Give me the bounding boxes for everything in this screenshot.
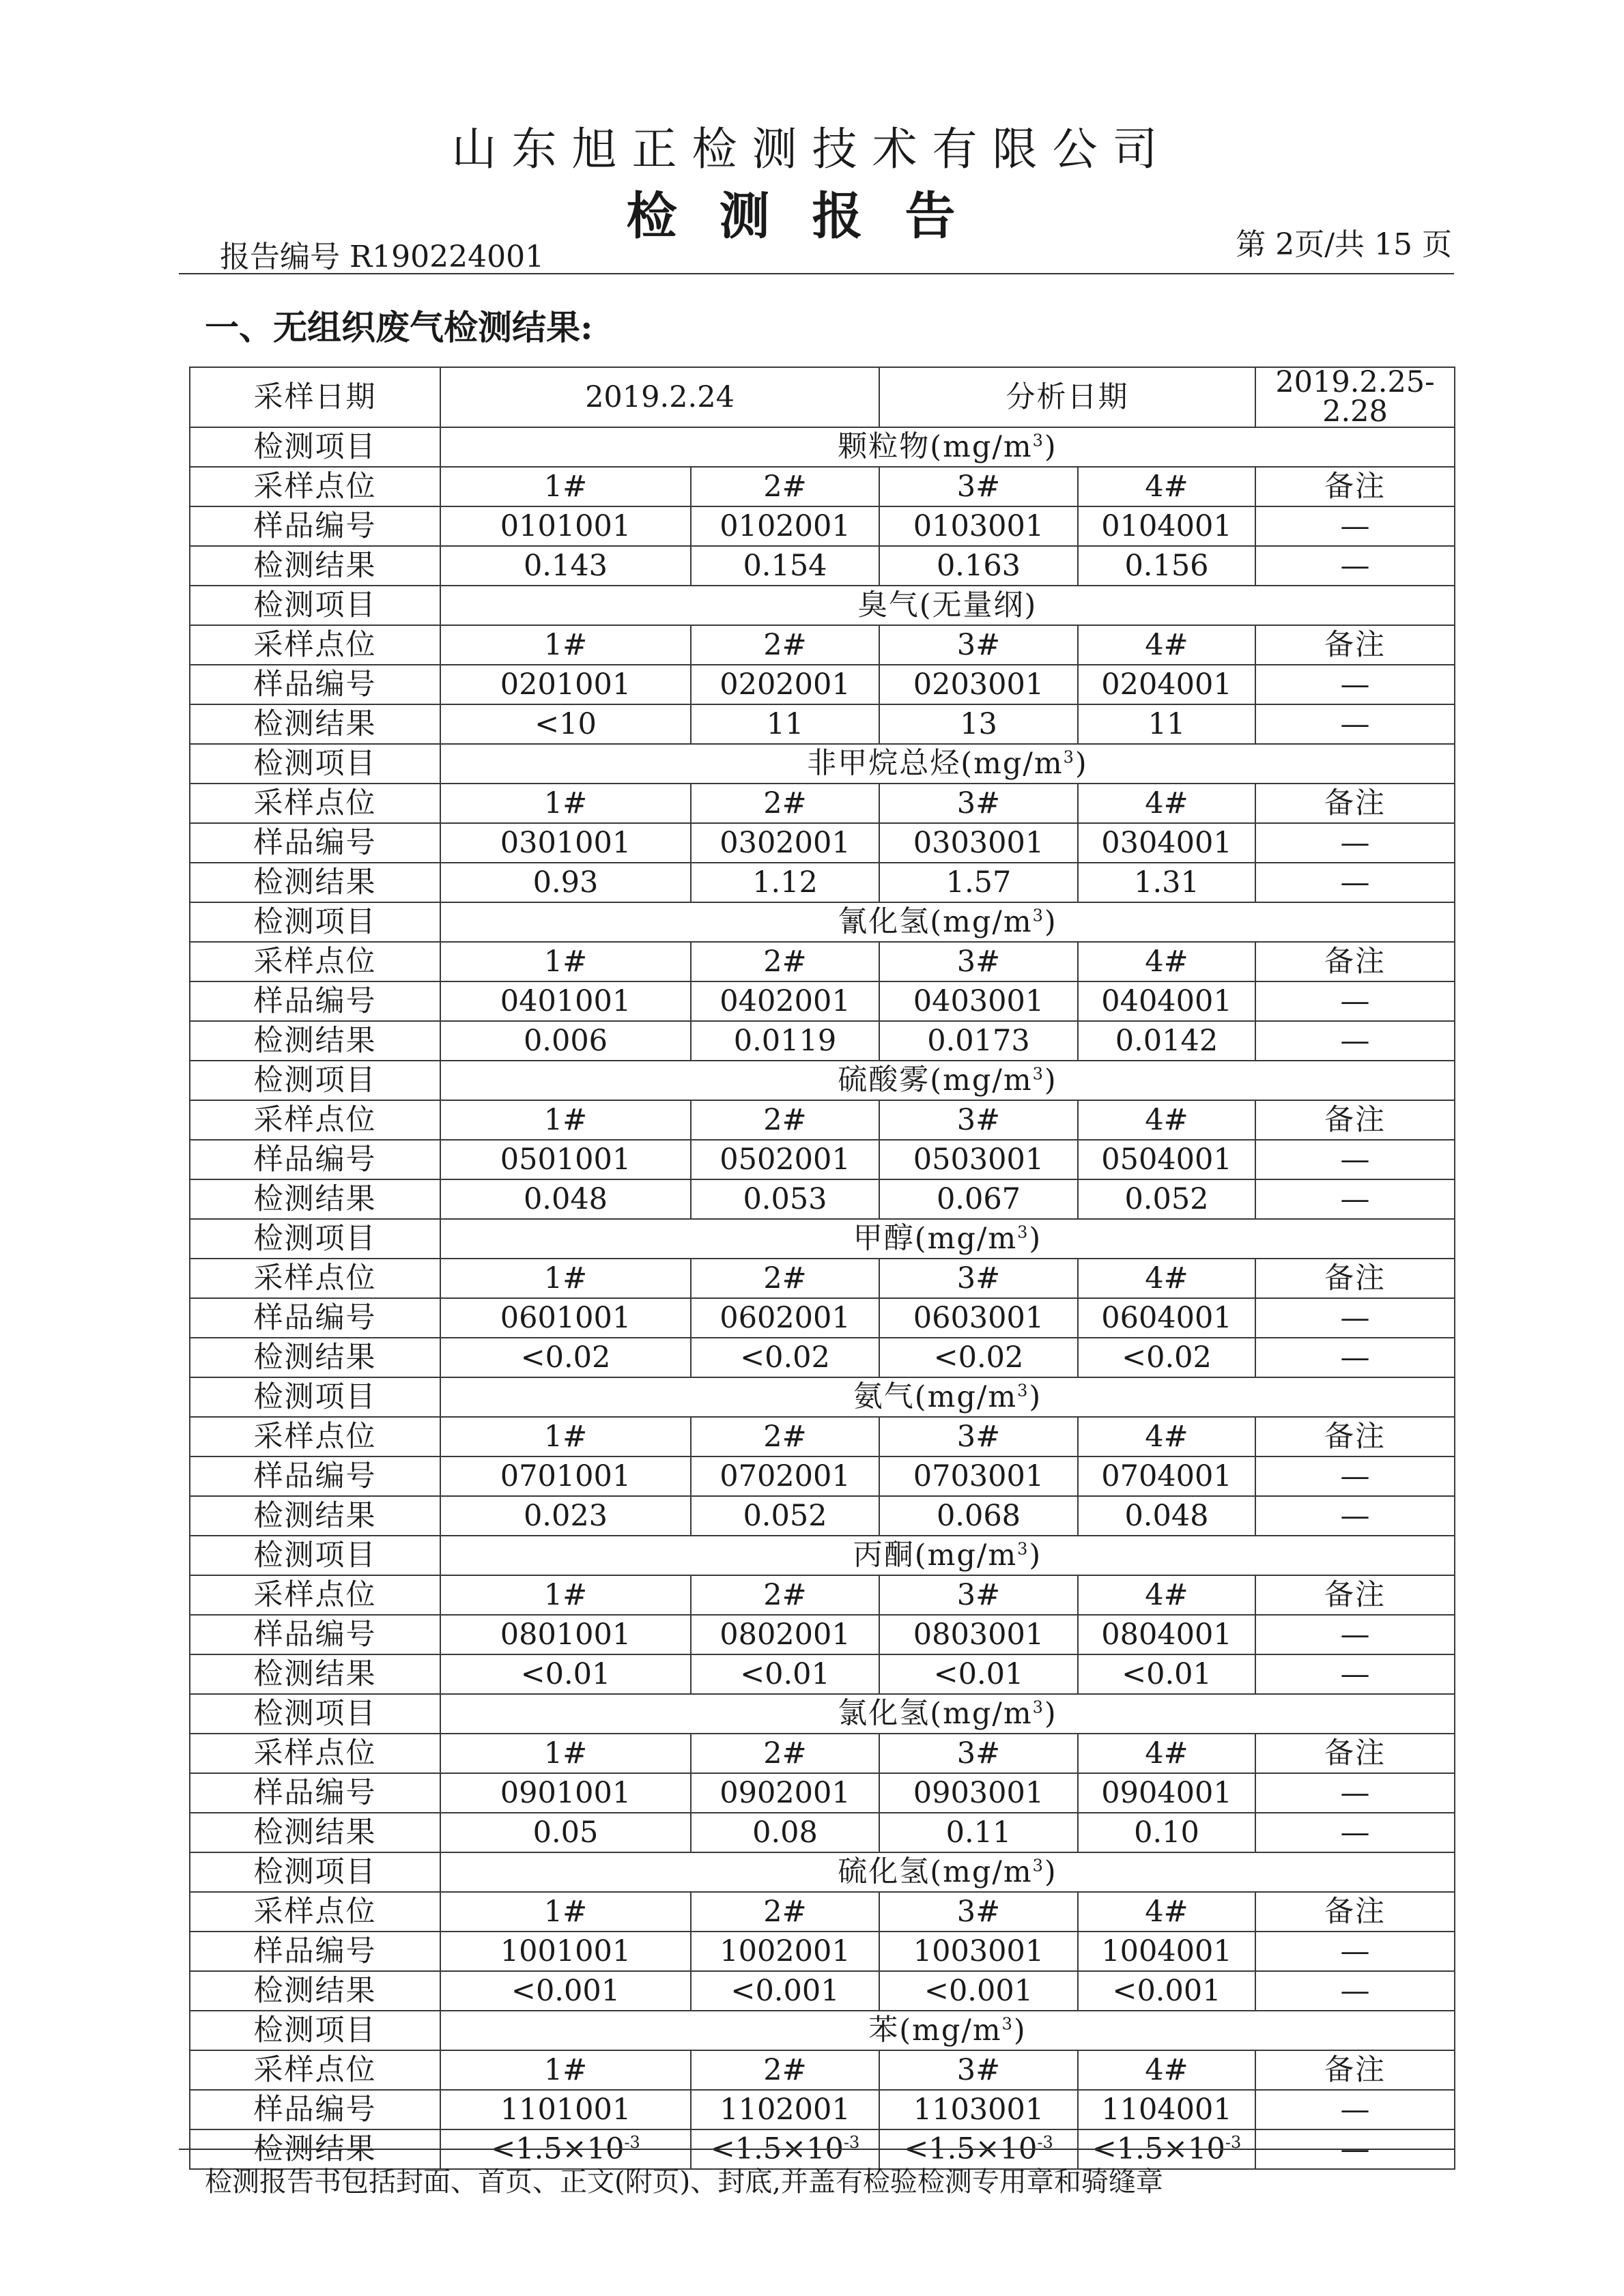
sample-id-cell: 0401001 [440,981,691,1021]
result-cell: <0.001 [1078,1971,1255,2011]
remark-cell: — [1255,704,1455,744]
item-name [440,1694,1455,1734]
sample-id-cell: 1101001 [440,2090,691,2129]
sample-id-cell: 0501001 [440,1140,691,1179]
result-label: 检测结果 [190,1654,440,1694]
result-row [190,546,1455,586]
result-cell: 0.0119 [691,1021,879,1061]
sample-id-row [190,1773,1455,1813]
sample-id-row [190,981,1455,1021]
item-name-text: 硫酸雾 [838,1063,930,1097]
sample-id-cell: 0903001 [879,1773,1078,1813]
remark-cell: — [1255,981,1455,1021]
item-row [190,1219,1455,1259]
result-cell: <0.02 [440,1338,691,1377]
sample-id-cell: 0404001 [1078,981,1255,1021]
point-cell: 4# [1078,625,1255,665]
remark-label: 备注 [1255,1417,1455,1456]
result-row [190,863,1455,902]
item-label: 检测项目 [190,1536,440,1575]
result-row [190,704,1455,744]
sample-id-cell: 0203001 [879,665,1078,704]
result-cell: <0.01 [879,1654,1078,1694]
sample-id-row [190,506,1455,546]
item-name [440,1536,1455,1575]
results-table [189,367,1455,2170]
remark-cell: — [1255,1615,1455,1654]
point-cell: 1# [440,942,691,981]
result-cell: <0.01 [440,1654,691,1694]
remark-label: 备注 [1255,1575,1455,1615]
point-cell: 2# [691,1892,879,1932]
remark-cell: — [1255,1298,1455,1338]
point-row [190,942,1455,981]
sample-id-cell: 0601001 [440,1298,691,1338]
sample-id-label: 样品编号 [190,1932,440,1971]
remark-cell: — [1255,863,1455,902]
item-unit: $(mg/m^3)$ [960,746,1088,781]
sample-id-cell: 0403001 [879,981,1078,1021]
result-label: 检测结果 [190,1179,440,1219]
remark-cell: — [1255,1021,1455,1061]
item-label: 检测项目 [190,1377,440,1417]
item-name-text: 丙酮 [853,1538,915,1573]
point-cell: 1# [440,1417,691,1456]
remark-label: 备注 [1255,1734,1455,1773]
item-name [440,2011,1455,2050]
result-cell: <10 [440,704,691,744]
sample-id-cell: 0702001 [691,1456,879,1496]
item-name-text: 苯 [868,2013,900,2048]
analysis-date-value: 2019.2.25-2.28 [1255,367,1455,427]
sample-id-cell: 1004001 [1078,1932,1255,1971]
result-row [190,1813,1455,1852]
sample-id-cell: 1001001 [440,1932,691,1971]
point-cell: 4# [1078,784,1255,823]
point-cell: 2# [691,467,879,506]
remark-cell: — [1255,546,1455,586]
point-row [190,467,1455,506]
point-label: 采样点位 [190,467,440,506]
sample-id-row [190,1615,1455,1654]
point-row [190,1100,1455,1140]
item-label: 检测项目 [190,427,440,467]
result-cell: $<1.5\times 10^{-3}$ [691,2129,879,2169]
result-cell: 0.0173 [879,1021,1078,1061]
result-cell: $<1.5\times 10^{-3}$ [440,2129,691,2169]
point-cell: 1# [440,784,691,823]
footer-note: 检测报告书包括封面、首页、正文(附页)、封底,并盖有检验检测专用章和骑缝章 [205,2166,1163,2198]
point-cell: 1# [440,1575,691,1615]
remark-cell: — [1255,1773,1455,1813]
result-cell: 0.163 [879,546,1078,586]
point-cell: 4# [1078,1575,1255,1615]
sample-id-cell: 0102001 [691,506,879,546]
point-cell: 2# [691,1100,879,1140]
sample-id-cell: 0402001 [691,981,879,1021]
sample-id-cell: 0901001 [440,1773,691,1813]
result-label: 检测结果 [190,1338,440,1377]
remark-cell: — [1255,665,1455,704]
remark-cell: — [1255,1813,1455,1852]
point-label: 采样点位 [190,1575,440,1615]
result-row [190,1496,1455,1536]
item-name [440,744,1455,784]
result-label: 检测结果 [190,2129,440,2169]
item-label: 检测项目 [190,2011,440,2050]
point-cell: 1# [440,1259,691,1298]
result-cell: 0.143 [440,546,691,586]
sample-id-cell: 0802001 [691,1615,879,1654]
remark-label: 备注 [1255,625,1455,665]
sample-id-row [190,1456,1455,1496]
point-label: 采样点位 [190,1734,440,1773]
result-cell: <0.01 [1078,1654,1255,1694]
analysis-date-label: 分析日期 [879,367,1255,427]
result-cell: 1.12 [691,863,879,902]
result-label: 检测结果 [190,546,440,586]
point-label: 采样点位 [190,2050,440,2090]
remark-cell: — [1255,506,1455,546]
sample-id-cell: 0204001 [1078,665,1255,704]
sample-id-label: 样品编号 [190,1298,440,1338]
result-cell: 0.10 [1078,1813,1255,1852]
item-unit: $(mg/m^3)$ [914,1221,1042,1256]
item-row [190,2011,1455,2050]
item-label: 检测项目 [190,1219,440,1259]
item-row [190,902,1455,942]
item-unit: $(mg/m^3)$ [930,904,1057,939]
sampling-date-label: 采样日期 [190,367,440,427]
item-name-text: 硫化氢 [838,1854,930,1889]
item-name [440,1377,1455,1417]
result-cell: 11 [691,704,879,744]
result-cell: 0.93 [440,863,691,902]
sample-id-cell: 1102001 [691,2090,879,2129]
point-cell: 2# [691,1734,879,1773]
item-label: 检测项目 [190,586,440,625]
point-row [190,1259,1455,1298]
remark-cell: — [1255,1338,1455,1377]
sample-id-row [190,823,1455,863]
point-cell: 4# [1078,1417,1255,1456]
point-row [190,1417,1455,1456]
point-label: 采样点位 [190,784,440,823]
item-name-text: 氰化氢 [838,904,930,939]
result-cell: 0.023 [440,1496,691,1536]
item-label: 检测项目 [190,744,440,784]
sample-id-cell: 0503001 [879,1140,1078,1179]
remark-label: 备注 [1255,1892,1455,1932]
point-cell: 3# [879,1734,1078,1773]
remark-label: 备注 [1255,2050,1455,2090]
item-unit: $(mg/m^3)$ [930,429,1057,464]
remark-label: 备注 [1255,1259,1455,1298]
remark-cell: — [1255,823,1455,863]
result-cell: <0.001 [691,1971,879,2011]
point-label: 采样点位 [190,1417,440,1456]
result-cell: 0.154 [691,546,879,586]
point-label: 采样点位 [190,1259,440,1298]
sample-id-cell: 0703001 [879,1456,1078,1496]
item-name-text: 氯化氢 [838,1696,930,1731]
remark-label: 备注 [1255,942,1455,981]
sample-id-cell: 0704001 [1078,1456,1255,1496]
report-number: 报告编号 R190224001 [220,240,545,274]
result-label: 检测结果 [190,1496,440,1536]
result-cell: $<1.5\times 10^{-3}$ [879,2129,1078,2169]
result-label: 检测结果 [190,704,440,744]
remark-cell: — [1255,1496,1455,1536]
item-name [440,1061,1455,1100]
sample-id-cell: 0502001 [691,1140,879,1179]
result-cell: 0.006 [440,1021,691,1061]
sample-id-cell: 0604001 [1078,1298,1255,1338]
point-label: 采样点位 [190,1100,440,1140]
remark-cell: — [1255,2129,1455,2169]
point-cell: 3# [879,784,1078,823]
sample-id-label: 样品编号 [190,823,440,863]
point-label: 采样点位 [190,942,440,981]
result-row [190,1021,1455,1061]
result-cell: 0.0142 [1078,1021,1255,1061]
result-cell: 0.067 [879,1179,1078,1219]
sample-id-label: 样品编号 [190,981,440,1021]
item-name-text: 甲醇 [853,1221,915,1256]
result-label: 检测结果 [190,863,440,902]
sample-id-label: 样品编号 [190,1140,440,1179]
point-cell: 3# [879,1100,1078,1140]
sample-id-cell: 0801001 [440,1615,691,1654]
item-unit: $(mg/m^3)$ [930,1063,1057,1097]
result-cell: <0.001 [440,1971,691,2011]
result-cell: 1.57 [879,863,1078,902]
sample-id-label: 样品编号 [190,2090,440,2129]
remark-label: 备注 [1255,1100,1455,1140]
sample-id-label: 样品编号 [190,1615,440,1654]
point-cell: 2# [691,784,879,823]
sample-id-label: 样品编号 [190,506,440,546]
remark-cell: — [1255,1179,1455,1219]
item-row [190,1377,1455,1417]
item-unit: $(mg/m^3)$ [914,1538,1042,1573]
item-name-text: 臭气(无量纲) [857,588,1038,622]
result-cell: <0.02 [691,1338,879,1377]
point-cell: 1# [440,625,691,665]
result-cell: <0.02 [879,1338,1078,1377]
point-row [190,1892,1455,1932]
point-cell: 2# [691,942,879,981]
result-cell: 0.052 [1078,1179,1255,1219]
result-cell: 0.156 [1078,546,1255,586]
sample-id-cell: 0302001 [691,823,879,863]
sample-id-row [190,1140,1455,1179]
point-cell: 4# [1078,1259,1255,1298]
point-cell: 1# [440,2050,691,2090]
result-row [190,1179,1455,1219]
sample-id-cell: 0804001 [1078,1615,1255,1654]
item-name-text: 氨气 [853,1379,915,1414]
point-cell: 3# [879,1892,1078,1932]
sample-id-cell: 0101001 [440,506,691,546]
sample-id-row [190,1932,1455,1971]
item-unit: $(mg/m^3)$ [899,2013,1027,2048]
remark-label: 备注 [1255,467,1455,506]
remark-cell: — [1255,1654,1455,1694]
document-title: 检测报告 [626,187,998,246]
sample-id-cell: 0304001 [1078,823,1255,863]
sample-id-cell: 1002001 [691,1932,879,1971]
sample-id-row [190,2090,1455,2129]
point-row [190,784,1455,823]
sample-id-cell: 0103001 [879,506,1078,546]
item-row [190,427,1455,467]
item-name-text: 非甲烷总烃 [807,746,961,781]
point-row [190,625,1455,665]
sample-id-cell: 0303001 [879,823,1078,863]
sample-id-row [190,665,1455,704]
result-label: 检测结果 [190,1971,440,2011]
item-unit: $(mg/m^3)$ [914,1379,1042,1414]
result-cell: 13 [879,704,1078,744]
sample-id-label: 样品编号 [190,1773,440,1813]
point-cell: 4# [1078,1892,1255,1932]
item-row [190,744,1455,784]
point-cell: 2# [691,1417,879,1456]
result-row [190,1654,1455,1694]
point-cell: 3# [879,1259,1078,1298]
result-label: 检测结果 [190,1021,440,1061]
result-cell: <0.02 [1078,1338,1255,1377]
sample-id-cell: 0701001 [440,1456,691,1496]
sampling-date-value: 2019.2.24 [440,367,879,427]
date-row [190,367,1455,427]
sample-id-label: 样品编号 [190,1456,440,1496]
remark-cell: — [1255,2090,1455,2129]
item-name [440,902,1455,942]
point-cell: 3# [879,2050,1078,2090]
sample-id-cell: 0104001 [1078,506,1255,546]
sample-id-row [190,1298,1455,1338]
remark-cell: — [1255,1971,1455,2011]
point-cell: 4# [1078,1100,1255,1140]
sample-id-cell: 0904001 [1078,1773,1255,1813]
result-cell: <0.01 [691,1654,879,1694]
result-cell: 0.068 [879,1496,1078,1536]
point-label: 采样点位 [190,625,440,665]
item-row [190,586,1455,625]
sample-id-cell: 1103001 [879,2090,1078,2129]
sample-id-cell: 1003001 [879,1932,1078,1971]
item-row [190,1852,1455,1892]
result-cell: 0.053 [691,1179,879,1219]
page-number: 第 2页/共 15 页 [1236,227,1452,262]
result-row [190,1338,1455,1377]
sample-id-cell: 0603001 [879,1298,1078,1338]
point-cell: 3# [879,1417,1078,1456]
point-cell: 2# [691,1575,879,1615]
item-row [190,1061,1455,1100]
remark-cell: — [1255,1456,1455,1496]
result-cell: 0.052 [691,1496,879,1536]
sample-id-cell: 0803001 [879,1615,1078,1654]
sample-id-cell: 0602001 [691,1298,879,1338]
result-cell: 0.048 [1078,1496,1255,1536]
point-cell: 1# [440,1892,691,1932]
point-cell: 2# [691,1259,879,1298]
sample-id-cell: 0504001 [1078,1140,1255,1179]
remark-cell: — [1255,1140,1455,1179]
result-cell: 1.31 [1078,863,1255,902]
item-name [440,1219,1455,1259]
point-cell: 2# [691,2050,879,2090]
point-cell: 4# [1078,1734,1255,1773]
point-cell: 1# [440,467,691,506]
sample-id-cell: 0301001 [440,823,691,863]
company-name: 山东旭正检测技术有限公司 [451,123,1173,175]
sample-id-cell: 0902001 [691,1773,879,1813]
point-cell: 1# [440,1100,691,1140]
item-name [440,427,1455,467]
result-label: 检测结果 [190,1813,440,1852]
item-label: 检测项目 [190,902,440,942]
point-cell: 1# [440,1734,691,1773]
point-label: 采样点位 [190,1892,440,1932]
result-cell: 0.05 [440,1813,691,1852]
point-row [190,1734,1455,1773]
item-name [440,1852,1455,1892]
point-cell: 3# [879,1575,1078,1615]
item-label: 检测项目 [190,1061,440,1100]
point-row [190,2050,1455,2090]
item-name [440,586,1455,625]
point-row [190,1575,1455,1615]
point-cell: 2# [691,625,879,665]
sample-id-cell: 0202001 [691,665,879,704]
point-cell: 3# [879,467,1078,506]
result-cell: 11 [1078,704,1255,744]
item-unit: $(mg/m^3)$ [930,1854,1057,1889]
remark-label: 备注 [1255,784,1455,823]
point-cell: 4# [1078,942,1255,981]
point-cell: 4# [1078,467,1255,506]
section-title: 一、无组织废气检测结果: [205,307,593,347]
result-cell: 0.08 [691,1813,879,1852]
sample-id-label: 样品编号 [190,665,440,704]
remark-cell: — [1255,1932,1455,1971]
result-cell: 0.048 [440,1179,691,1219]
item-name-text: 颗粒物 [838,429,930,464]
sample-id-cell: 0201001 [440,665,691,704]
item-unit: $(mg/m^3)$ [930,1696,1057,1731]
header-divider [179,273,1454,274]
result-cell: <0.001 [879,1971,1078,2011]
sample-id-cell: 1104001 [1078,2090,1255,2129]
point-cell: 4# [1078,2050,1255,2090]
item-row [190,1536,1455,1575]
result-row [190,1971,1455,2011]
result-cell: 0.11 [879,1813,1078,1852]
point-cell: 3# [879,942,1078,981]
item-label: 检测项目 [190,1694,440,1734]
footer-divider [179,2149,1454,2150]
item-label: 检测项目 [190,1852,440,1892]
point-cell: 3# [879,625,1078,665]
result-cell: $<1.5\times 10^{-3}$ [1078,2129,1255,2169]
item-row [190,1694,1455,1734]
